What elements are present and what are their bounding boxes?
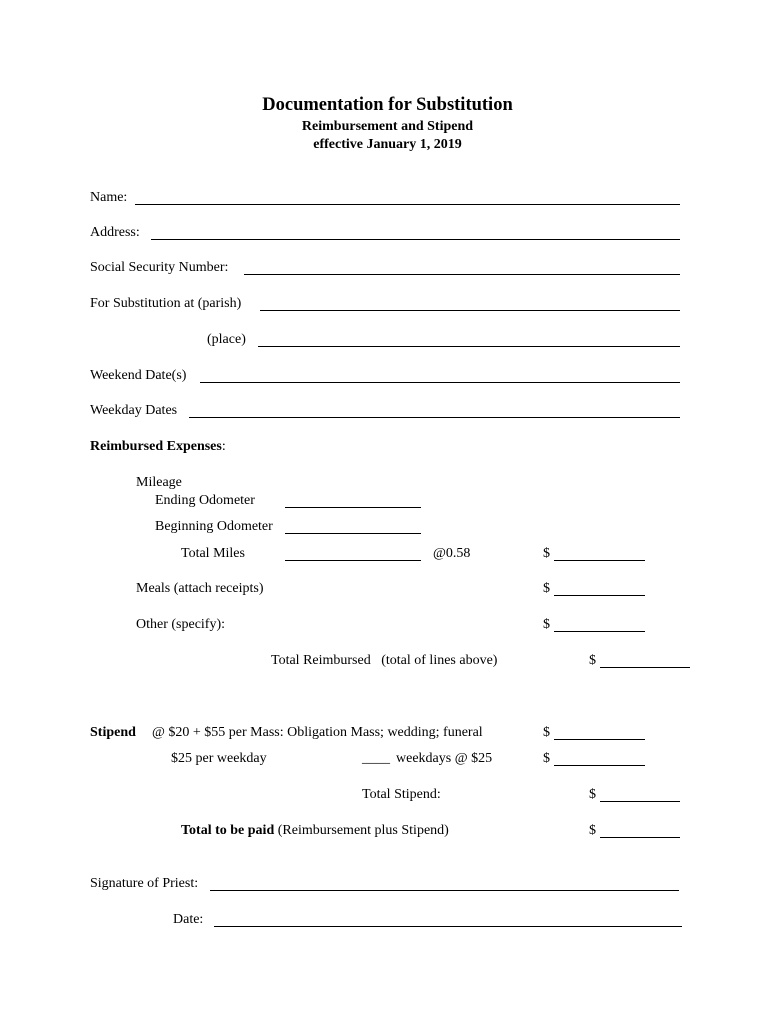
currency-symbol: $ <box>543 725 550 740</box>
mileage-rate: @0.58 <box>433 546 471 561</box>
mileage-label: Mileage <box>136 475 182 490</box>
address-label: Address: <box>90 225 140 240</box>
mass-stipend-field[interactable] <box>554 739 645 740</box>
total-reimbursed-label: Total Reimbursed (total of lines above) <box>271 653 498 668</box>
beginning-odometer-label: Beginning Odometer <box>155 519 273 534</box>
document-subtitle: Reimbursement and Stipend <box>301 119 474 134</box>
currency-symbol: $ <box>589 787 596 802</box>
ending-odometer-label: Ending Odometer <box>155 493 255 508</box>
currency-symbol: $ <box>543 546 550 561</box>
weekday-rate-label: $25 per weekday <box>171 751 267 766</box>
total-reimbursed-field[interactable] <box>600 667 690 668</box>
total-stipend-field[interactable] <box>600 801 680 802</box>
weekend-dates-field[interactable] <box>200 382 680 383</box>
effective-date: effective January 1, 2019 <box>313 137 462 152</box>
date-field[interactable] <box>214 926 682 927</box>
currency-symbol: $ <box>589 823 596 838</box>
place-field[interactable] <box>258 346 680 347</box>
currency-symbol: $ <box>543 617 550 632</box>
parish-label: For Substitution at (parish) <box>90 296 242 311</box>
other-amount-field[interactable] <box>554 631 645 632</box>
weekdays-rate-text: weekdays @ $25 <box>396 751 493 766</box>
document-title: Documentation for Substitution <box>262 95 513 115</box>
total-miles-label: Total Miles <box>181 546 245 561</box>
weekday-dates-label: Weekday Dates <box>90 403 178 418</box>
place-label: (place) <box>207 332 246 347</box>
total-miles-field[interactable] <box>285 560 421 561</box>
total-paid-label: Total to be paid (Reimbursement plus Stipend) <box>181 823 449 838</box>
meals-amount-field[interactable] <box>554 595 645 596</box>
ssn-field[interactable] <box>244 274 680 275</box>
ssn-label: Social Security Number: <box>90 260 229 275</box>
name-field[interactable] <box>135 204 680 205</box>
name-label: Name: <box>90 190 128 205</box>
currency-symbol: $ <box>543 751 550 766</box>
total-paid-field[interactable] <box>600 837 680 838</box>
currency-symbol: $ <box>589 653 596 668</box>
currency-symbol: $ <box>543 581 550 596</box>
stipend-mass-rate: @ $20 + $55 per Mass: Obligation Mass; wedding; funeral <box>152 725 483 740</box>
weekday-dates-field[interactable] <box>189 417 680 418</box>
stipend-label: Stipend <box>90 725 136 740</box>
total-stipend-label: Total Stipend: <box>362 787 441 802</box>
beginning-odometer-field[interactable] <box>285 533 421 534</box>
mileage-amount-field[interactable] <box>554 560 645 561</box>
signature-label: Signature of Priest: <box>90 876 199 891</box>
meals-label: Meals (attach receipts) <box>136 581 264 596</box>
signature-field[interactable] <box>210 890 679 891</box>
date-label: Date: <box>173 912 204 927</box>
weekdays-count-field[interactable]: ____ <box>362 751 390 766</box>
weekday-stipend-field[interactable] <box>554 765 645 766</box>
reimbursed-heading: Reimbursed Expenses: <box>90 439 226 454</box>
address-field[interactable] <box>151 239 680 240</box>
parish-field[interactable] <box>260 310 680 311</box>
weekend-dates-label: Weekend Date(s) <box>90 368 187 383</box>
other-label: Other (specify): <box>136 617 226 632</box>
ending-odometer-field[interactable] <box>285 507 421 508</box>
